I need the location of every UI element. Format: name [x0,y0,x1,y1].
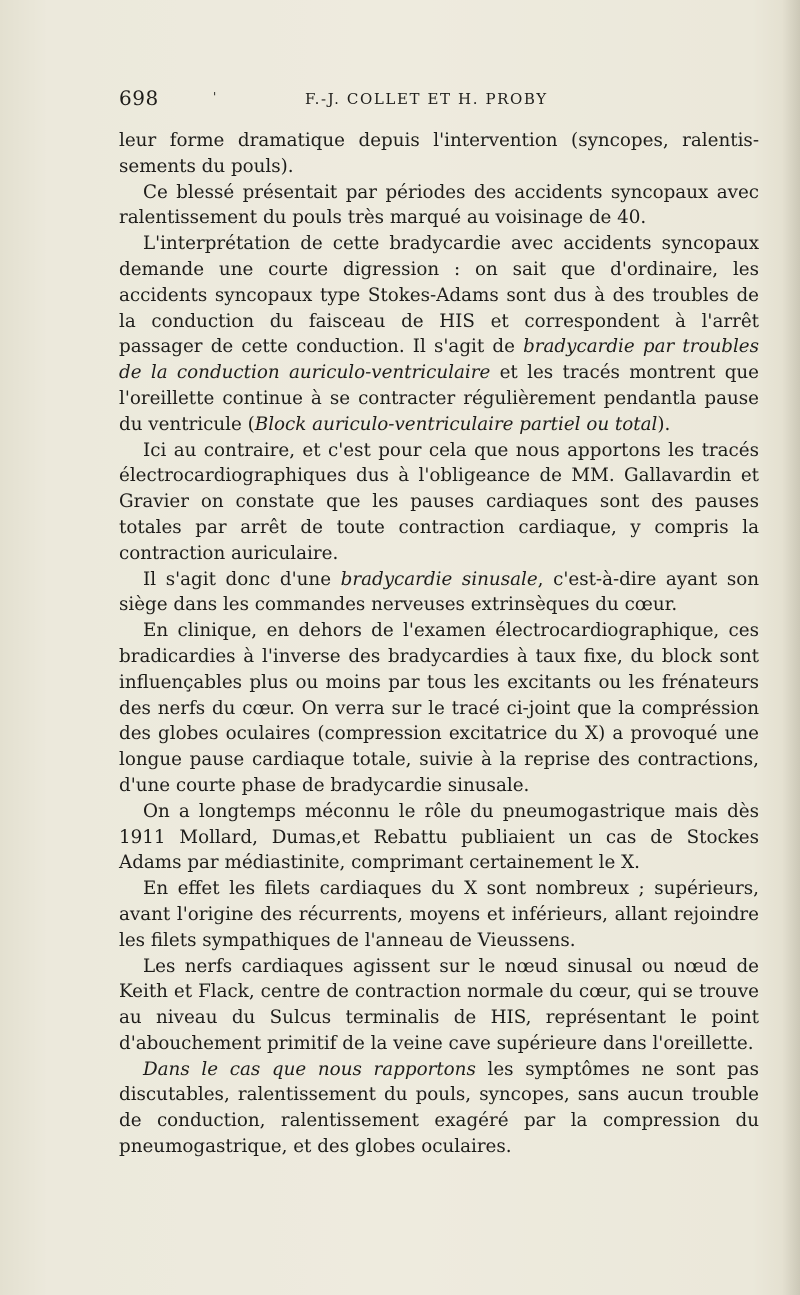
text-run: En clinique, en dehors de l'examen électrocardiographique, ces bradicardies à l'inverse des bradycardies à taux fixe, du block sont influençables plus ou moins par tous les excitants ou les frénateurs des nerfs du cœur. On verra sur le tracé ci-joint que la compréssion des globes oculaires (compression excitatrice du X) a provoqué une longue pause cardiaque totale, suivie à la reprise des contractions, d'une courte phase de bradycardie sinusale. [119,620,759,796]
italic-text: Dans le cas que nous rapportons [143,1058,476,1080]
text-run: , c'est-à-dire ayant son siège dans les commandes nerveuses extrinsèques du cœur. [119,568,759,616]
text-run: Ce blessé présentait par périodes des accidents syncopaux avec ralentissement du pouls très marqué au voisinage de 40. [119,181,759,229]
paragraph [119,180,759,232]
paragraph [119,128,759,180]
paragraph [119,799,759,876]
text-run: ). [657,413,671,435]
italic-text: Block auriculo-ventriculaire partiel ou total [254,413,658,435]
paragraph [119,567,759,619]
paragraph [119,1057,759,1160]
text-run: Ici au contraire, et c'est pour cela que nous apportons les tracés électrocardiographiques dus à l'obligeance de MM. Gallavardin et Gravier on constate que les pauses cardiaques sont des pauses totales par arrêt de toute contraction cardiaque, y compris la contraction auriculaire. [119,439,759,564]
running-title: F.-J. COLLET ET H. PROBY [305,90,548,108]
paragraph [119,876,759,953]
paragraph [119,954,759,1057]
text-run: les symptômes ne sont pas discutables, ralentissement du pouls, syncopes, sans aucun trouble de conduction, ralentissement exagéré par la compression du pneumogastrique, et des globes oculaires. [119,1058,759,1158]
body-text [119,128,759,1160]
page-edge-shadow [782,0,800,1295]
paragraph [119,231,759,437]
italic-text: bradycardie sinusale [340,568,538,590]
paragraph [119,438,759,567]
italic-text: bradycardie par troubles de la conduction auriculo-ventriculaire [119,336,759,384]
text-run: leur forme dramatique depuis l'intervention (syncopes, ralentis-sements du pouls). [119,130,759,177]
text-run: L'interprétation de cette bradycardie avec accidents syncopaux demande une courte digression : on sait que d'ordinaire, les accidents syncopaux type Stokes-Adams sont dus à des troubles de la conduction du faisceau de HIS et correspondent à l'arrêt passager de cette conduction. Il s'agit de [119,233,759,358]
text-run: et les tracés montrent que l'oreillette continue à se contracter régulièrement pendantla pause du ventricule ( [119,362,759,435]
page-number: 698 [119,86,159,110]
text-run: On a longtemps méconnu le rôle du pneumogastrique mais dès 1911 Mollard, Dumas,et Rebattu publiaient un cas de Stockes Adams par médiastinite, comprimant certainement le X. [119,800,759,874]
text-run: Il s'agit donc d'une [143,568,341,590]
stray-print-mark: ' [213,90,217,104]
text-run: Les nerfs cardiaques agissent sur le nœud sinusal ou nœud de Keith et Flack, centre de contraction normale du cœur, qui se trouve au niveau du Sulcus terminalis de HIS, représentant le point d'abouchement primitif de la veine cave supérieure dans l'oreillette. [119,955,759,1054]
text-run: En effet les filets cardiaques du X sont nombreux ; supérieurs, avant l'origine des récurrents, moyens et inférieurs, allant rejoindre les filets sympathiques de l'anneau de Vieussens. [119,878,759,951]
paragraph [119,618,759,799]
